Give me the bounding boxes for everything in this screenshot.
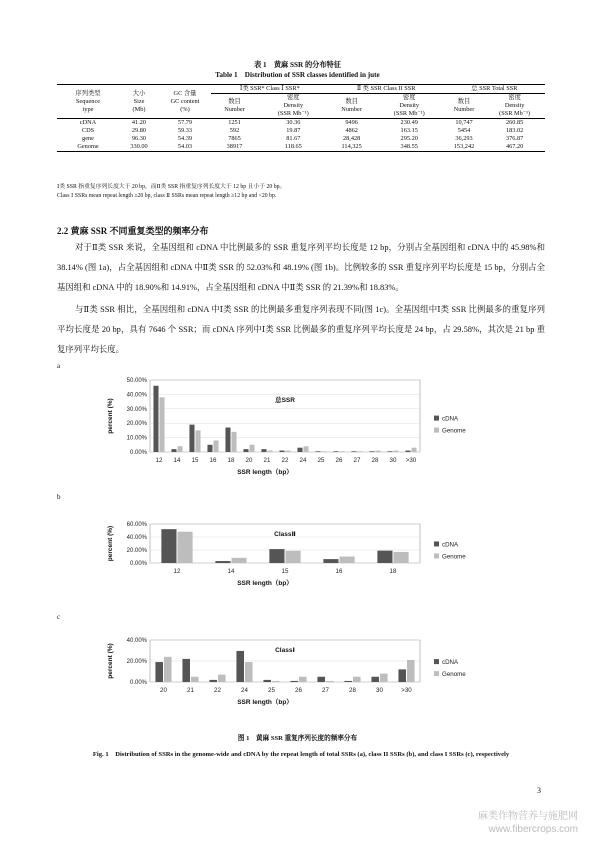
bar-genome	[340, 557, 355, 564]
x-tick-label: 22	[214, 687, 221, 694]
watermark: 麻类作物营养与施肥网 www.fibercrops.com	[478, 811, 578, 835]
x-tick-label: 24	[241, 687, 248, 694]
legend-label: cDNA	[442, 659, 459, 667]
chart-title: ClassⅠ	[275, 647, 295, 654]
bar-genome	[304, 446, 309, 452]
x-axis-label: SSR length（bp）	[237, 580, 293, 587]
header-class-i: Ⅰ类 SSR* Class Ⅰ SSR*	[211, 85, 329, 94]
bar-cdna	[377, 551, 392, 563]
legend-swatch	[434, 553, 439, 558]
bar-genome	[394, 451, 399, 452]
x-tick-label: 15	[191, 457, 199, 464]
bar-cdna	[369, 451, 374, 452]
y-tick-label: 0.00%	[129, 680, 147, 686]
paragraph-2: 与Ⅱ类 SSR 相比，全基因组和 cDNA 中Ⅰ类 SSR 的比例最多重复序列表现不同(图 1c)。全基因组中Ⅰ类 SSR 比例最多的重复序列平均长度是 20 bp，具有 7646 个 SSR；而 cDNA 序列中Ⅰ类 SSR 比例最多的重复序列平均长度是 24 bp，占 29.58%，其次是 21 bp 重复序列平均长度。	[57, 305, 545, 354]
legend-swatch	[434, 659, 439, 664]
bar-cdna	[243, 449, 248, 452]
bar-genome	[178, 532, 193, 563]
x-tick-label: 14	[227, 568, 235, 575]
figure-caption-cn: 图 1 黄麻 SSR 重复序列长度的频率分布	[237, 735, 358, 742]
bar-genome	[232, 558, 247, 563]
x-tick-label: 12	[155, 457, 163, 464]
x-tick-label: 26	[295, 687, 302, 694]
y-tick-label: 40.00%	[126, 392, 147, 399]
panel-label-b: b	[57, 493, 61, 501]
bar-cdna	[215, 561, 230, 563]
bar-genome	[164, 657, 172, 682]
x-tick-label: 27	[353, 457, 361, 464]
ssr-distribution-table	[57, 84, 545, 152]
bar-cdna	[161, 529, 176, 563]
x-tick-label: 21	[263, 457, 271, 464]
y-axis-label: percent (%)	[107, 398, 114, 434]
x-tick-label: 18	[389, 568, 397, 575]
x-tick-label: 27	[322, 687, 329, 694]
x-axis-label: SSR length（bp）	[237, 699, 293, 706]
bar-genome	[214, 440, 219, 452]
y-axis-label: percent (%)	[107, 643, 114, 679]
bar-cdna	[297, 448, 302, 452]
bar-cdna	[207, 445, 212, 452]
bar-genome	[178, 446, 183, 452]
bar-genome	[245, 662, 253, 682]
header-number: 数目 Number	[453, 98, 475, 113]
bar-genome	[376, 451, 381, 452]
chart-class-ii	[100, 518, 540, 598]
x-tick-label: 20	[245, 457, 253, 464]
bar-genome	[191, 677, 199, 682]
y-tick-label: 50.00%	[126, 378, 147, 384]
panel-label-a: a	[57, 362, 61, 370]
y-tick-label: 0.00%	[129, 450, 147, 456]
table-row: CDS 29.80 59.33 592 19.87 4862 163.15 5454 183.02	[81, 127, 524, 134]
header-total: 总 SSR Total SSR	[444, 85, 545, 94]
x-tick-label: 25	[317, 457, 325, 464]
bar-cdna	[189, 425, 194, 452]
bar-genome	[250, 445, 255, 452]
table-row: Genome 330.00 54.03 38917 118.65 114,325 348.55 153,242 467.20	[57, 143, 545, 152]
chart-total-ssr	[100, 374, 540, 484]
section-heading: 2.2 黄麻 SSR 不同重复类型的频率分布	[57, 226, 209, 236]
x-tick-label: 26	[335, 457, 343, 464]
header-density: 密度 Density (SSR Mb⁻¹)	[277, 94, 309, 117]
y-tick-label: 20.00%	[126, 659, 147, 665]
x-tick-label: 20	[160, 687, 167, 694]
bar-genome	[353, 677, 361, 682]
bar-cdna	[387, 451, 392, 452]
x-tick-label: 12	[173, 568, 181, 575]
x-tick-label: 15	[281, 568, 289, 575]
x-tick-label: >30	[401, 687, 412, 694]
x-tick-label: 24	[299, 457, 307, 464]
bar-genome	[268, 451, 273, 452]
x-tick-label: 30	[376, 687, 383, 694]
x-tick-label: 21	[187, 687, 194, 694]
table-title-en: Table 1 Distribution of SSR classes identified in jute	[215, 71, 380, 79]
y-tick-label: 40.00%	[126, 638, 147, 644]
x-tick-label: 22	[281, 457, 289, 464]
bar-cdna	[209, 680, 217, 682]
legend-label: cDNA	[442, 415, 459, 423]
table-note-cn: Ⅰ类 SSR 指重复序列长度大于 20 bp，而Ⅱ类 SSR 指重复序列长度大于 12 bp 且小于 20 bp。	[57, 184, 286, 190]
header-class-ii: Ⅱ 类 SSR Class II SSR	[329, 85, 444, 94]
bar-genome	[299, 677, 307, 682]
bar-genome	[160, 397, 165, 452]
bar-cdna	[279, 451, 284, 452]
legend-swatch	[434, 416, 439, 421]
header-size: 大小 Size (Mb)	[119, 85, 159, 119]
y-tick-label: 10.00%	[126, 435, 147, 442]
bar-genome	[407, 660, 415, 682]
bar-cdna	[315, 451, 320, 452]
legend-swatch	[434, 541, 439, 546]
bar-genome	[286, 451, 291, 452]
bar-cdna	[371, 677, 379, 682]
x-tick-label: 25	[268, 687, 275, 694]
x-tick-label: 30	[389, 457, 397, 464]
bar-genome	[394, 552, 409, 563]
bar-genome	[326, 681, 334, 682]
x-tick-label: 28	[371, 457, 379, 464]
bar-cdna	[182, 659, 190, 682]
bar-cdna	[153, 386, 158, 452]
table-row: gene 96.30 54.39 7865 81.67 28,428 295.20 36,293 376.87	[82, 135, 524, 142]
bar-cdna	[398, 669, 406, 682]
bar-cdna	[269, 549, 284, 563]
chart-class-i	[100, 634, 540, 714]
bar-genome	[272, 681, 280, 682]
y-axis-label: percent (%)	[107, 525, 114, 562]
bar-cdna	[333, 451, 338, 452]
header-sequence-type: 序列类型 Sequence type	[57, 85, 119, 119]
y-tick-label: 30.00%	[126, 406, 147, 413]
bar-genome	[340, 451, 345, 452]
table-row: cDNA 41.20 57.79 1251 30.36 9496 230.49 10,747 260.85	[57, 119, 545, 128]
bar-genome	[218, 675, 226, 682]
paragraph-1: 对于Ⅱ类 SSR 来说，全基因组和 cDNA 中比例最多的 SSR 重复序列平均长度是 12 bp，分别占全基因组和 cDNA 中的 45.98%和 38.14% (图 1a)，占全基因组和 cDNA 中Ⅱ类 SSR 的 52.03%和 48.19% (图 1b)。比例较多的 SSR 重复序列平均长度是 15 bp，分别占全基因组和 cDNA 中的 18.90%和 14.91%，占全基因组和 cDNA 中Ⅱ类 SSR 的 21.39%和 18.83%。	[57, 243, 545, 292]
x-tick-label: >30	[405, 457, 417, 464]
bar-cdna	[351, 451, 356, 452]
bar-cdna	[323, 559, 338, 563]
bar-cdna	[171, 449, 176, 452]
bar-cdna	[236, 651, 244, 682]
bar-cdna	[290, 681, 298, 682]
y-tick-label: 40.00%	[126, 535, 147, 541]
legend-label: Genome	[442, 671, 466, 679]
chart-title: 总SSR	[275, 397, 295, 404]
bar-genome	[286, 551, 301, 563]
table-title-cn: 表 1 黄麻 SSR 的分布特征	[254, 61, 341, 69]
chart-title: ClassⅡ	[274, 531, 296, 538]
table-note-en: Class Ⅰ SSRs mean repeat length ≥20 bp, class Ⅱ SSRs mean repeat length ≥12 bp and <20 bp.	[57, 193, 277, 199]
bar-cdna	[405, 451, 410, 452]
x-axis-label: SSR length（bp）	[237, 469, 293, 476]
y-tick-label: 20.00%	[126, 421, 147, 428]
legend-swatch	[434, 428, 439, 433]
bar-genome	[232, 432, 237, 452]
y-tick-label: 60.00%	[126, 522, 147, 528]
y-tick-label: 20.00%	[126, 548, 147, 554]
header-number: 数目 Number	[224, 98, 245, 113]
bar-cdna	[344, 681, 352, 682]
bar-genome	[412, 448, 417, 452]
x-tick-label: 18	[227, 457, 235, 464]
bar-cdna	[261, 449, 266, 452]
x-tick-label: 28	[349, 687, 356, 694]
bar-genome	[322, 451, 327, 452]
header-density: 密度 Density (SSR Mb⁻¹)	[393, 94, 425, 117]
bar-genome	[196, 430, 201, 452]
legend-label: Genome	[442, 427, 466, 435]
page-number: 3	[537, 786, 541, 795]
bar-cdna	[225, 428, 230, 452]
bar-genome	[358, 451, 363, 452]
legend-label: Genome	[442, 553, 466, 561]
x-tick-label: 16	[335, 568, 343, 575]
legend-swatch	[434, 671, 439, 676]
header-number: 数目 Number	[341, 98, 362, 113]
bar-cdna	[317, 677, 325, 682]
y-tick-label: 0.00%	[129, 561, 147, 567]
x-tick-label: 16	[209, 457, 217, 464]
bar-genome	[380, 674, 388, 682]
x-tick-label: 14	[173, 457, 181, 464]
header-gc-content: GC 含量 GC content (%)	[159, 85, 211, 119]
bar-cdna	[155, 662, 163, 682]
panel-label-c: c	[57, 613, 61, 621]
figure-caption-en: Fig. 1 Distribution of SSRs in the genome-wide and cDNA by the repeat length of total SSRs (a), class II SSRs (b), and class I SSRs (c), respectively	[92, 751, 510, 758]
header-density: 密度 Density (SSR Mb⁻¹)	[499, 94, 531, 117]
legend-label: cDNA	[442, 541, 459, 549]
bar-cdna	[263, 680, 271, 682]
